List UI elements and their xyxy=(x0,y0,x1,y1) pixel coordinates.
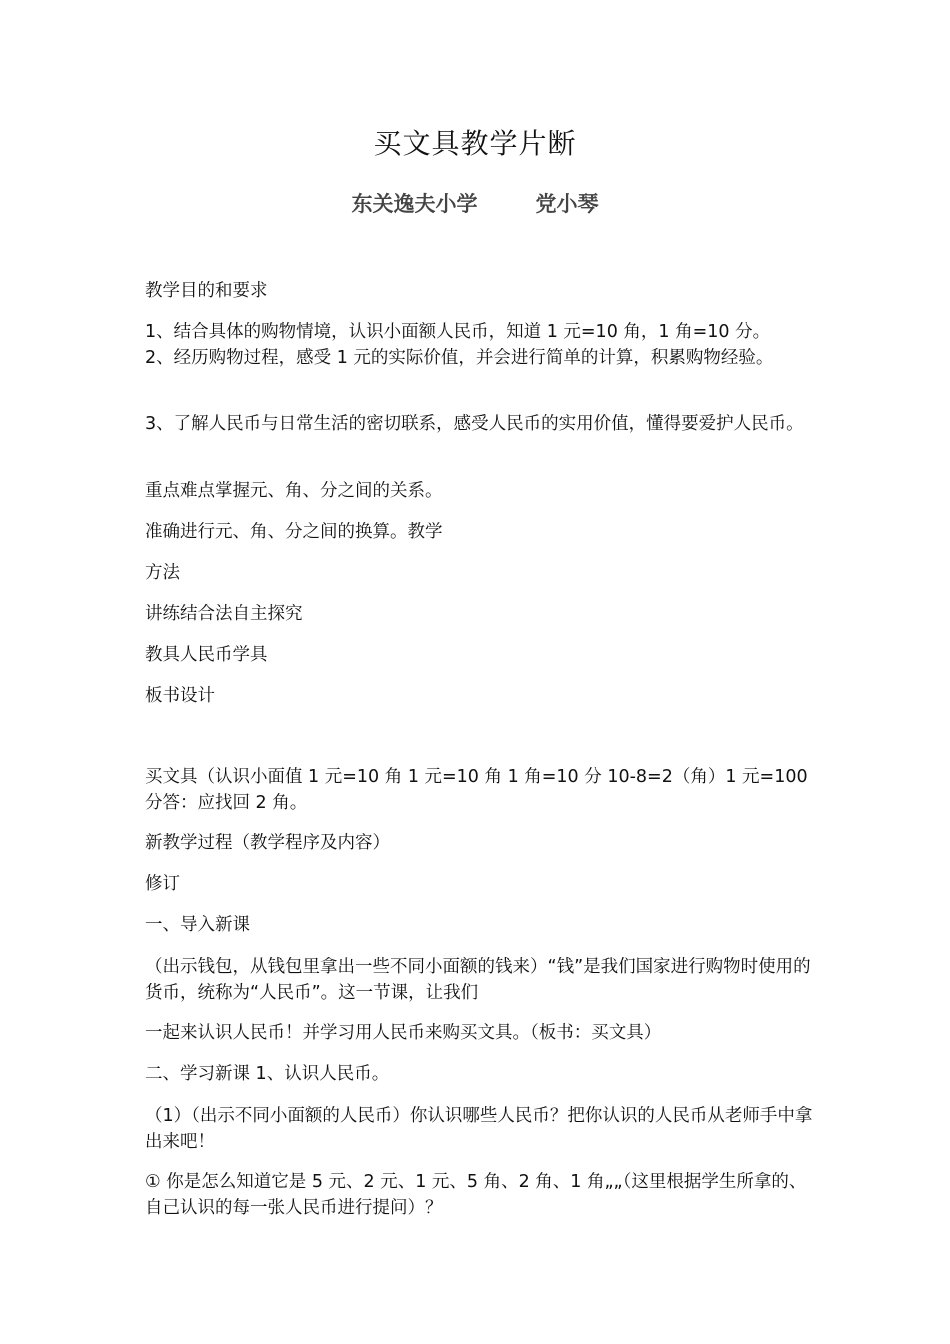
paragraph-method: 方法 xyxy=(145,563,180,583)
paragraph-intro-continued: 一起来认识人民币！并学习用人民币来购买文具。（板书：买文具） xyxy=(145,1023,662,1043)
paragraph-section-2: 二、学习新课 1、认识人民币。 xyxy=(145,1064,390,1084)
document-title: 买文具教学片断 xyxy=(373,127,577,160)
author-school: 东关逸夫小学 xyxy=(351,191,478,216)
paragraph-revision: 修订 xyxy=(145,874,180,894)
paragraph-board-content: 买文具（认识小面值 1 元=10 角 1 元=10 角 1 角=10 分 10-8=2（角）1 元=100 分答：应找回 2 角。 xyxy=(145,767,808,813)
paragraph-question-1: ① 你是怎么知道它是 5 元、2 元、1 元、5 角、2 角、1 角„„（这里根据学生所拿的、自己认识的每一张人民币进行提问）？ xyxy=(145,1172,807,1218)
paragraph-conversion: 准确进行元、角、分之间的换算。教学 xyxy=(145,522,443,542)
paragraph-key-points: 重点难点掌握元、角、分之间的关系。 xyxy=(145,481,443,501)
paragraph-teaching-goals-heading: 教学目的和要求 xyxy=(145,281,268,301)
paragraph-method-detail: 讲练结合法自主探究 xyxy=(145,604,303,624)
paragraph-teaching-aids: 教具人民币学具 xyxy=(145,645,268,665)
paragraph-board-design: 板书设计 xyxy=(145,686,215,706)
paragraph-intro: （出示钱包，从钱包里拿出一些不同小面额的钱来）“钱”是我们国家进行购物时使用的货币，统称为“人民币”。这一节课，让我们 xyxy=(145,957,811,1003)
paragraph-goal-2: 2、经历购物过程，感受 1 元的实际价值，并会进行简单的计算，积累购物经验。 xyxy=(145,348,774,368)
document-author-line xyxy=(0,188,950,220)
paragraph-section-1: 一、导入新课 xyxy=(145,915,250,935)
author-name: 党小琴 xyxy=(535,191,599,216)
paragraph-step-1: （1）（出示不同小面额的人民币）你认识哪些人民币？把你认识的人民币从老师手中拿出来吧！ xyxy=(145,1106,813,1152)
paragraph-teaching-process: 新教学过程（教学程序及内容） xyxy=(145,833,390,853)
paragraph-goal-1: 1、结合具体的购物情境，认识小面额人民币，知道 1 元=10 角，1 角=10 分。 xyxy=(145,322,771,342)
paragraph-goal-3: 3、了解人民币与日常生活的密切联系，感受人民币的实用价值，懂得要爱护人民币。 xyxy=(145,414,804,434)
